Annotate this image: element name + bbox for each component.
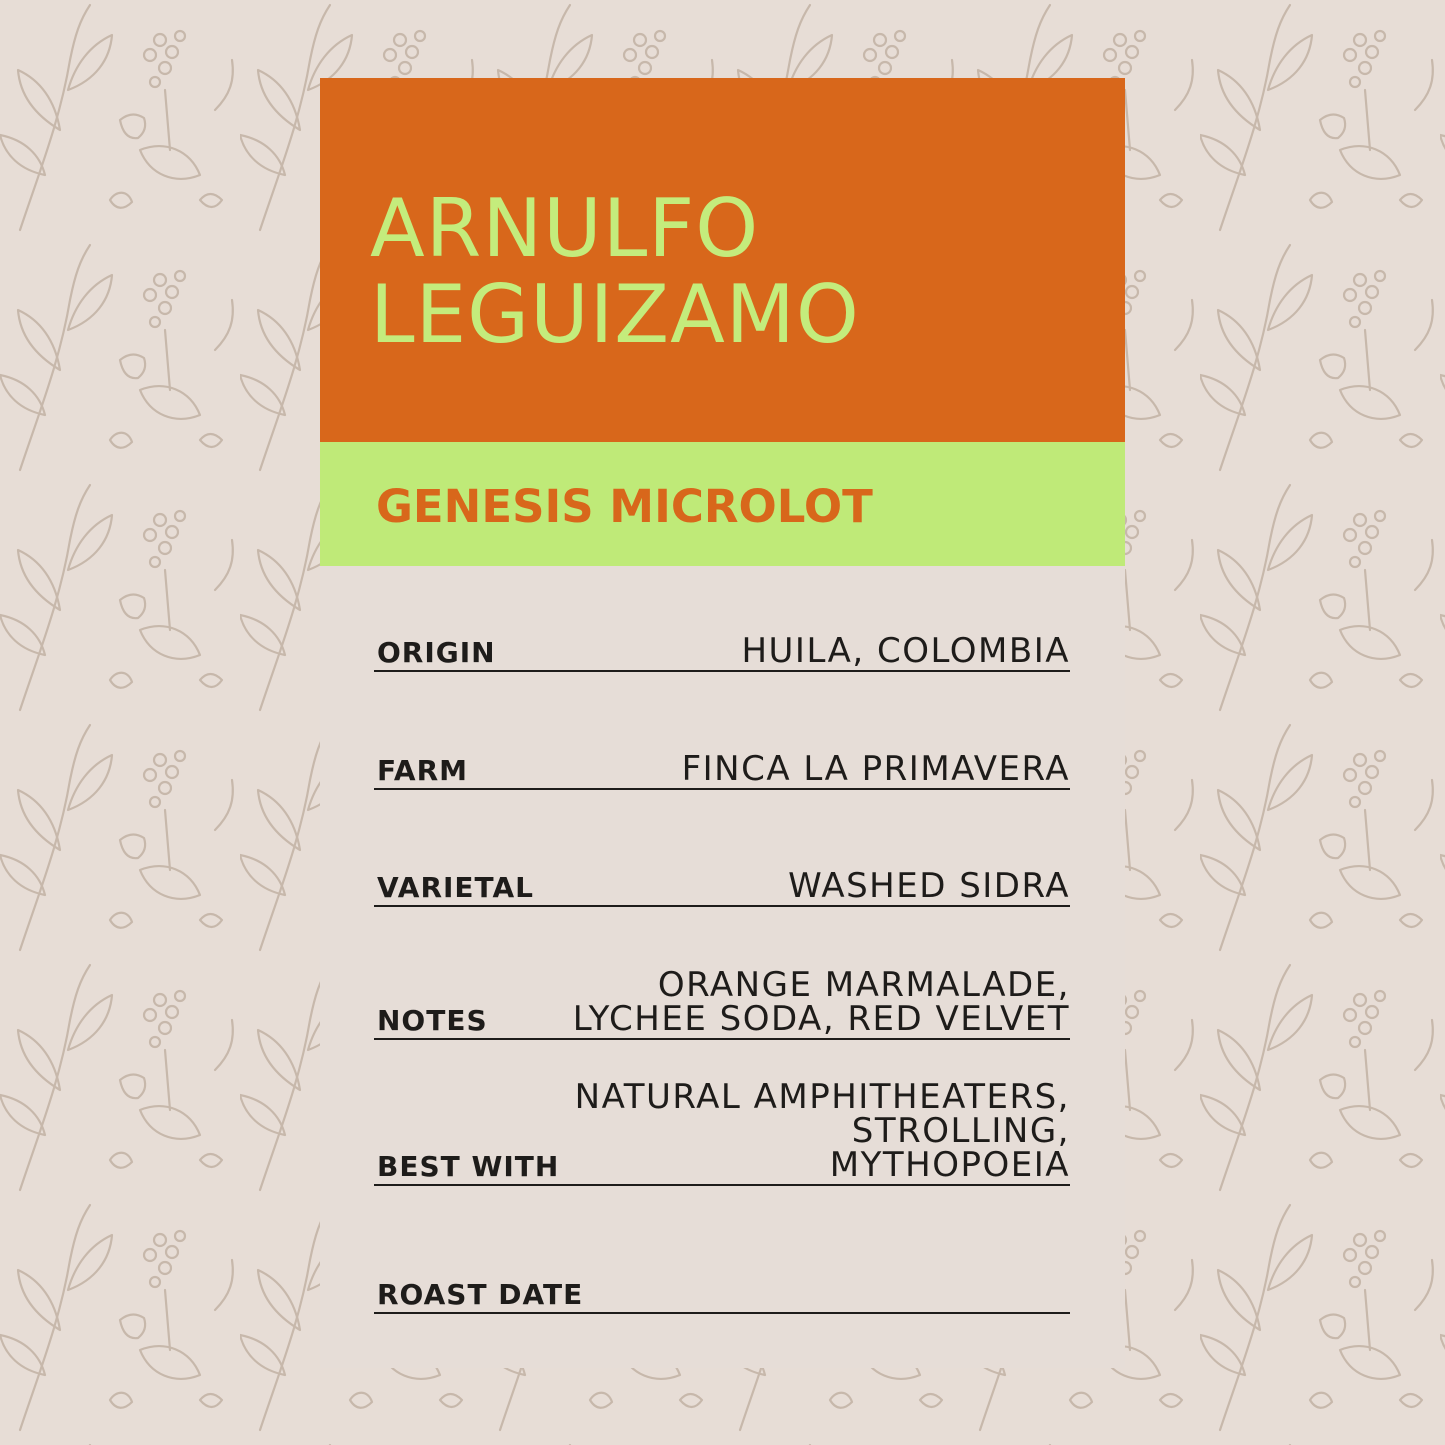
subheader-band [320, 442, 1125, 566]
detail-row-roast-date [374, 1238, 1070, 1314]
detail-row-farm [374, 714, 1070, 790]
producer-name [370, 182, 860, 361]
detail-row-best-with [374, 1070, 1070, 1186]
detail-value-line: WASHED SIDRA [788, 866, 1070, 906]
producer-name-line-2: LEGUIZAMO [370, 268, 860, 361]
lot-name: GENESIS MICROLOT [376, 480, 873, 533]
detail-value [681, 749, 1070, 789]
detail-label: NOTES [377, 1004, 488, 1037]
detail-value-line: MYTHOPOEIA [829, 1145, 1070, 1185]
detail-label: ORIGIN [377, 636, 496, 669]
detail-value [788, 866, 1070, 906]
detail-value-line: ORANGE MARMALADE, [657, 965, 1070, 1005]
producer-name-line-1: ARNULFO [370, 182, 760, 275]
detail-value [741, 631, 1070, 671]
detail-value [574, 1077, 1070, 1185]
detail-value-line: HUILA, COLOMBIA [741, 631, 1070, 671]
detail-label: VARIETAL [377, 871, 534, 904]
detail-label: FARM [377, 754, 469, 787]
detail-row-varietal [374, 831, 1070, 907]
detail-value [572, 965, 1070, 1039]
detail-value-line: FINCA LA PRIMAVERA [681, 749, 1070, 789]
detail-label: ROAST DATE [377, 1278, 584, 1311]
detail-label: BEST WITH [377, 1150, 560, 1183]
detail-value-line: STROLLING, [851, 1111, 1070, 1151]
detail-row-notes [374, 958, 1070, 1040]
detail-value-line: NATURAL AMPHITHEATERS, [574, 1077, 1070, 1117]
detail-value-line: LYCHEE SODA, RED VELVET [572, 999, 1070, 1039]
coffee-label-card [320, 78, 1125, 1368]
detail-row-origin [374, 596, 1070, 672]
header-banner [320, 78, 1125, 442]
